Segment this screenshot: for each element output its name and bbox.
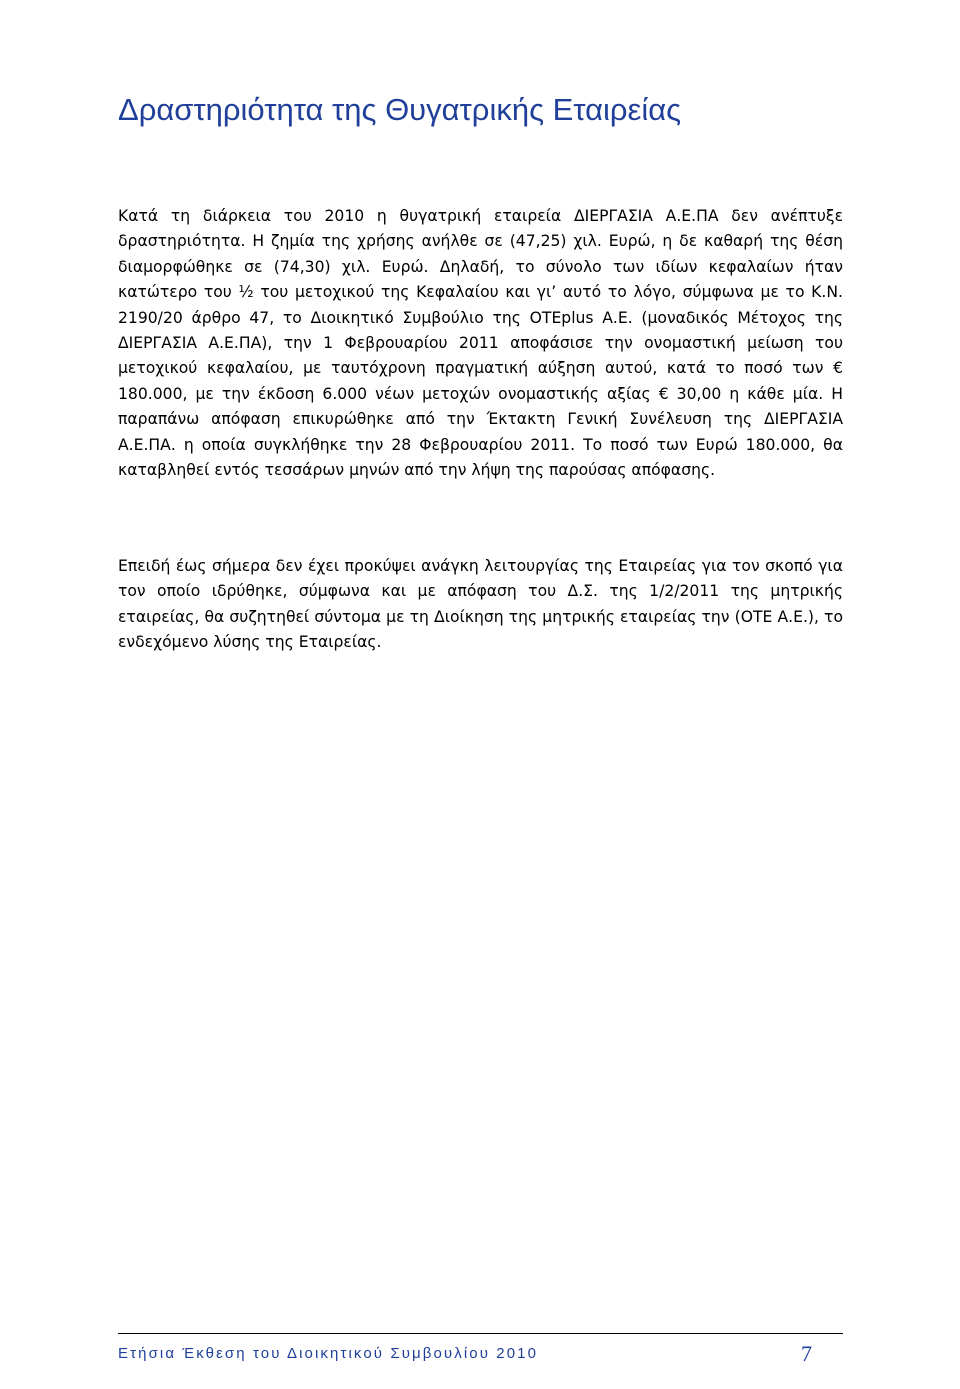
section-heading: Δραστηριότητα της Θυγατρικής Εταιρείας bbox=[118, 92, 682, 127]
footer-rule bbox=[118, 1333, 843, 1334]
body-paragraph-1: Κατά τη διάρκεια του 2010 η θυγατρική εταιρεία ΔΙΕΡΓΑΣΙΑ Α.Ε.ΠΑ δεν ανέπτυξε δραστηριότητα. Η ζημία της χρήσης ανήλθε σε (47,25) χιλ. Ευρώ, η δε καθαρή της θέση διαμορφώθηκε σε (74,30) χιλ. Ευρώ. Δηλαδή, το σύνολο των ιδίων κεφαλαίων ήταν κατώτερο του ½ του μετοχικού της Κεφαλαίου και γι’ αυτό το λόγο, σύμφωνα με το Κ.Ν. 2190/20 άρθρο 47, το Διοικητικό Συμβούλιο της OTEplus Α.Ε. (μοναδικός Μέτοχος της ΔΙΕΡΓΑΣΙΑ Α.Ε.ΠΑ), την 1 Φεβρουαρίου 2011 αποφάσισε την ονομαστική μείωση του μετοχικού κεφαλαίου, με ταυτόχρονη πραγματική αύξηση αυτού, κατά το ποσό των € 180.000, με την έκδοση 6.000 νέων μετοχών ονομαστικής αξίας € 30,00 η κάθε μία. Η παραπάνω απόφαση επικυρώθηκε από την Έκτακτη Γενική Συνέλευση της ΔΙΕΡΓΑΣΙΑ Α.Ε.ΠΑ. η οποία συγκλήθηκε την 28 Φεβρουαρίου 2011. Το ποσό των Ευρώ 180.000, θα καταβληθεί εντός τεσσάρων μηνών από την λήψη της παρούσας απόφασης. bbox=[118, 207, 843, 480]
page-number: 7 bbox=[801, 1341, 812, 1366]
footer-title: Ετήσια Έκθεση του Διοικητικού Συμβουλίου 2010 bbox=[118, 1345, 539, 1362]
body-paragraph-2: Επειδή έως σήμερα δεν έχει προκύψει ανάγκη λειτουργίας της Εταιρείας για τον σκοπό για τον οποίο ιδρύθηκε, σύμφωνα και με απόφαση του Δ.Σ. της 1/2/2011 της μητρικής εταιρείας, θα συζητηθεί σύντομα με τη Διοίκηση της μητρικής εταιρείας την (ΟΤΕ Α.Ε.), το ενδεχόμενο λύσης της Εταιρείας. bbox=[118, 557, 843, 652]
